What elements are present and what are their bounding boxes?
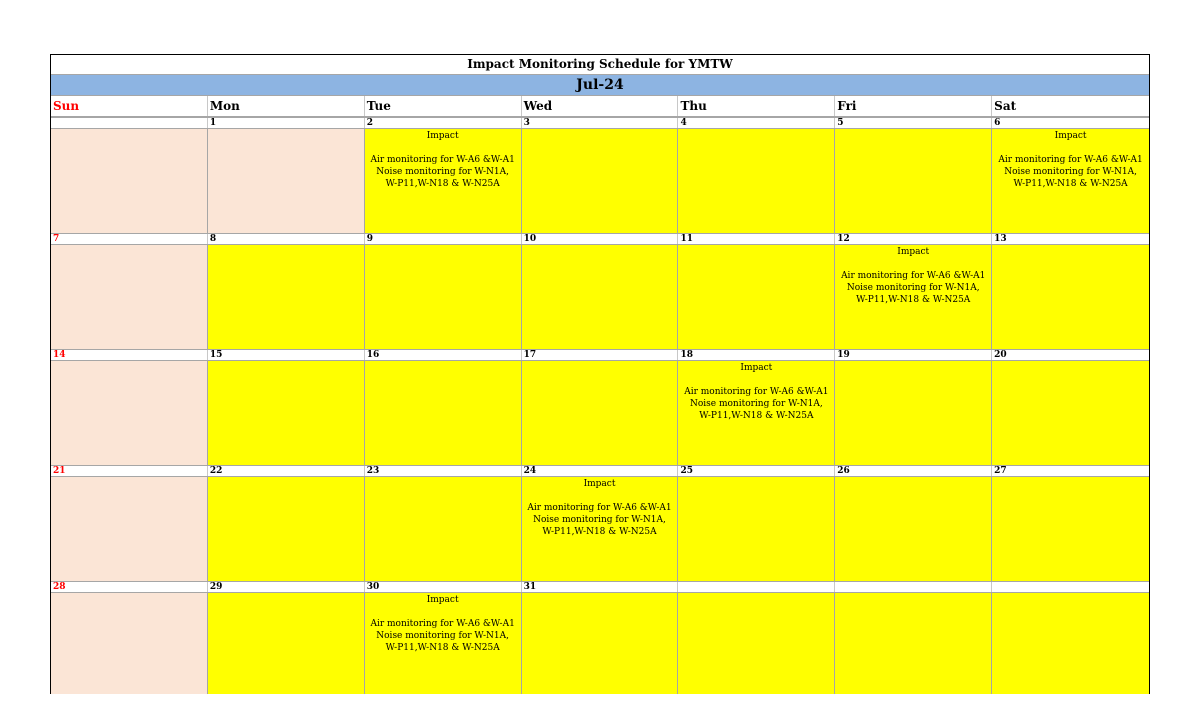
calendar-week [51,349,1149,465]
date-number [678,582,835,592]
date-number: 25 [678,466,835,476]
dow-thu: Thu [678,96,835,116]
day-cell[interactable] [208,593,365,694]
day-cell[interactable] [522,245,679,349]
day-cell[interactable] [51,361,208,465]
date-number: 8 [208,234,365,244]
date-number-row [51,117,1149,129]
noise-stations-text: W-P11,W-N18 & W-N25A [385,643,500,653]
day-cell[interactable] [208,245,365,349]
date-number: 27 [994,466,1007,476]
calendar-week [51,233,1149,349]
date-number: 30 [365,582,522,592]
dow-tue: Tue [365,96,522,116]
date-number: 18 [678,350,835,360]
date-number: 10 [522,234,679,244]
day-cell[interactable] [365,245,522,349]
air-monitoring-text: Air monitoring for W-A6 &W-A1 [370,619,515,629]
date-number: 20 [994,350,1007,360]
dow-sun: Sun [51,96,208,116]
day-cell[interactable] [678,245,835,349]
calendar-week [51,581,1149,694]
day-of-week-header-row [51,95,1149,117]
date-number: 28 [51,582,208,592]
noise-monitoring-text: Noise monitoring for W-N1A, [689,399,823,409]
day-cell[interactable] [992,245,1149,349]
date-number: 23 [365,466,522,476]
air-monitoring-text: Air monitoring for W-A6 &W-A1 [841,271,986,281]
date-number: 21 [51,466,208,476]
noise-stations-text: W-P11,W-N18 & W-N25A [385,179,500,189]
day-cell[interactable] [992,129,1149,233]
day-cell-row [51,245,1149,349]
date-number: 17 [522,350,679,360]
spacer [678,374,834,386]
schedule-title: Impact Monitoring Schedule for YMTW [51,55,1149,74]
air-monitoring-text: Air monitoring for W-A6 &W-A1 [998,155,1143,165]
day-cell[interactable] [208,361,365,465]
date-number: 2 [365,118,522,128]
day-cell[interactable] [835,129,992,233]
noise-stations-text: W-P11,W-N18 & W-N25A [856,295,971,305]
date-number: 5 [835,118,992,128]
day-cell[interactable] [678,129,835,233]
day-cell[interactable] [365,593,522,694]
noise-stations-text: W-P11,W-N18 & W-N25A [1013,179,1128,189]
dow-wed: Wed [522,96,679,116]
day-cell[interactable] [522,361,679,465]
day-cell[interactable] [835,361,992,465]
month-header: Jul-24 [51,74,1149,95]
event-type-label: Impact [897,247,930,257]
day-cell[interactable] [522,593,679,694]
date-number [992,582,1149,592]
event-type-label: Impact [1054,131,1087,141]
spacer [992,142,1149,154]
date-number: 15 [208,350,365,360]
dow-mon: Mon [208,96,365,116]
date-number-row [51,581,1149,593]
day-cell[interactable] [678,477,835,581]
day-cell[interactable] [208,129,365,233]
date-number: 12 [835,234,992,244]
date-number: 19 [835,350,992,360]
day-cell[interactable] [522,477,679,581]
day-cell[interactable] [992,593,1149,694]
day-cell[interactable] [835,245,992,349]
day-cell[interactable] [208,477,365,581]
date-number: 6 [994,118,1001,128]
event-type-label: Impact [426,131,459,141]
spacer [835,258,991,270]
schedule-sheet [50,54,1150,694]
day-cell-row [51,361,1149,465]
day-cell[interactable] [51,593,208,694]
air-monitoring-text: Air monitoring for W-A6 &W-A1 [684,387,829,397]
noise-monitoring-text: Noise monitoring for W-N1A, [376,167,510,177]
day-cell[interactable] [522,129,679,233]
day-cell[interactable] [51,245,208,349]
calendar-week [51,117,1149,233]
date-number [835,582,992,592]
day-cell-row [51,477,1149,581]
calendar-week [51,465,1149,581]
event-type-label: Impact [740,363,773,373]
day-cell[interactable] [835,593,992,694]
date-number: 31 [522,582,679,592]
date-number [51,118,208,128]
noise-monitoring-text: Noise monitoring for W-N1A, [846,283,980,293]
date-number-row [51,233,1149,245]
noise-stations-text: W-P11,W-N18 & W-N25A [542,527,657,537]
date-number: 24 [522,466,679,476]
date-number-row [51,349,1149,361]
date-number: 1 [208,118,365,128]
noise-stations-text: W-P11,W-N18 & W-N25A [699,411,814,421]
dow-sat: Sat [994,99,1017,113]
date-number: 7 [51,234,208,244]
noise-monitoring-text: Noise monitoring for W-N1A, [1004,167,1137,177]
day-cell[interactable] [678,593,835,694]
dow-fri: Fri [835,96,992,116]
day-cell[interactable] [992,477,1149,581]
day-cell[interactable] [51,129,208,233]
date-number: 22 [208,466,365,476]
day-cell-row [51,129,1149,233]
date-number: 11 [678,234,835,244]
date-number: 16 [365,350,522,360]
date-number: 29 [208,582,365,592]
day-cell-row [51,593,1149,694]
date-number-row [51,465,1149,477]
calendar-weeks [51,117,1149,694]
spacer [522,490,678,502]
event-type-label: Impact [583,479,616,489]
date-number: 3 [522,118,679,128]
day-cell[interactable] [835,477,992,581]
day-cell[interactable] [678,361,835,465]
noise-monitoring-text: Noise monitoring for W-N1A, [376,631,510,641]
day-cell[interactable] [51,477,208,581]
date-number: 13 [994,234,1007,244]
air-monitoring-text: Air monitoring for W-A6 &W-A1 [370,155,515,165]
day-cell[interactable] [365,477,522,581]
day-cell[interactable] [365,361,522,465]
day-cell[interactable] [992,361,1149,465]
event-type-label: Impact [426,595,459,605]
spacer [365,606,521,618]
date-number: 4 [678,118,835,128]
date-number: 14 [51,350,208,360]
noise-monitoring-text: Noise monitoring for W-N1A, [533,515,666,525]
air-monitoring-text: Air monitoring for W-A6 &W-A1 [527,503,672,513]
date-number: 26 [835,466,992,476]
day-cell[interactable] [365,129,522,233]
date-number: 9 [365,234,522,244]
spacer [365,142,521,154]
